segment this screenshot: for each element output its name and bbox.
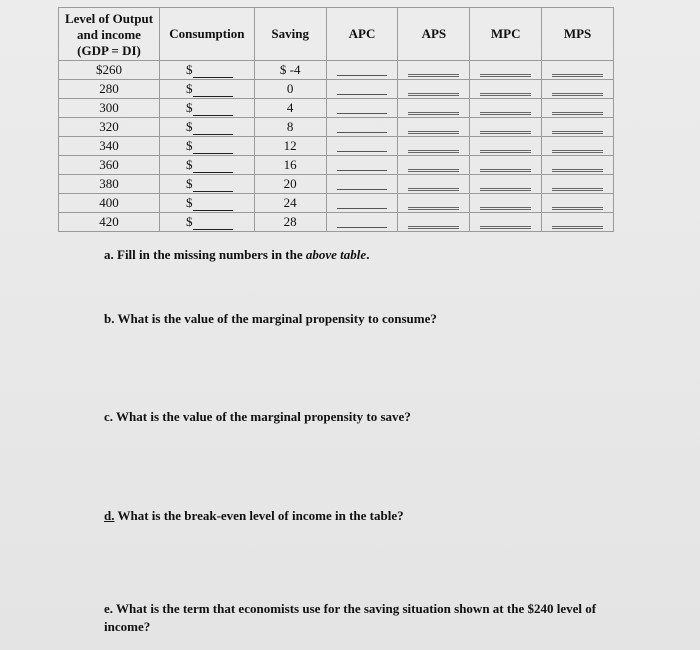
currency-symbol: $ — [186, 62, 193, 77]
table-row — [59, 194, 614, 213]
apc-blank[interactable] — [337, 198, 388, 209]
table-row — [59, 156, 614, 175]
saving-cell: $ -4 — [254, 61, 326, 80]
consumption-blank[interactable] — [193, 198, 233, 211]
saving-cell: 4 — [254, 99, 326, 118]
aps-blank[interactable] — [408, 140, 459, 153]
table-row — [59, 61, 614, 80]
question-a-text: a. Fill in the missing numbers in the — [104, 247, 306, 262]
consumption-blank[interactable] — [193, 179, 233, 192]
aps-blank[interactable] — [408, 216, 459, 229]
aps-cell[interactable] — [398, 61, 470, 80]
mpc-cell[interactable] — [470, 213, 542, 232]
question-c: c. What is the value of the marginal propensity to save? — [104, 409, 411, 424]
table-row — [59, 99, 614, 118]
saving-cell: 20 — [254, 175, 326, 194]
mpc-cell[interactable] — [470, 194, 542, 213]
aps-blank[interactable] — [408, 159, 459, 172]
mpc-blank[interactable] — [480, 83, 531, 96]
income-cell: 320 — [59, 118, 160, 137]
mps-blank[interactable] — [552, 178, 603, 191]
mps-cell[interactable] — [542, 137, 614, 156]
saving-cell: 12 — [254, 137, 326, 156]
header-mps: MPS — [542, 8, 614, 61]
apc-cell[interactable] — [326, 156, 398, 175]
income-cell: 380 — [59, 175, 160, 194]
table-row — [59, 118, 614, 137]
header-saving: Saving — [254, 8, 326, 61]
consumption-saving-table — [58, 7, 614, 232]
mps-cell[interactable] — [542, 118, 614, 137]
question-e-line1: e. What is the term that economists use for the saving situation shown at the $240 level of — [104, 601, 597, 616]
table-row — [59, 213, 614, 232]
aps-blank[interactable] — [408, 64, 459, 77]
mps-cell[interactable] — [542, 213, 614, 232]
question-a-end: . — [366, 247, 370, 262]
header-aps: APS — [398, 8, 470, 61]
aps-cell[interactable] — [398, 175, 470, 194]
consumption-cell[interactable] — [160, 80, 255, 99]
aps-blank[interactable] — [408, 102, 459, 115]
consumption-cell[interactable] — [160, 61, 255, 80]
mpc-cell[interactable] — [470, 137, 542, 156]
table-row — [59, 80, 614, 99]
header-level-line3: (GDP = DI) — [77, 43, 141, 58]
consumption-cell[interactable] — [160, 175, 255, 194]
consumption-cell[interactable] — [160, 99, 255, 118]
mps-cell[interactable] — [542, 194, 614, 213]
header-level-line2: and income — [77, 27, 141, 42]
income-cell: 300 — [59, 99, 160, 118]
table-body — [59, 61, 614, 232]
saving-cell: 16 — [254, 156, 326, 175]
aps-blank[interactable] — [408, 121, 459, 134]
currency-symbol: $ — [186, 81, 193, 96]
mpc-blank[interactable] — [480, 64, 531, 77]
income-cell: 400 — [59, 194, 160, 213]
mps-blank[interactable] — [552, 102, 603, 115]
currency-symbol: $ — [186, 119, 193, 134]
apc-cell[interactable] — [326, 118, 398, 137]
mpc-blank[interactable] — [480, 216, 531, 229]
mps-blank[interactable] — [552, 216, 603, 229]
consumption-blank[interactable] — [193, 84, 233, 97]
aps-cell[interactable] — [398, 156, 470, 175]
aps-blank[interactable] — [408, 178, 459, 191]
income-cell: $260 — [59, 61, 160, 80]
currency-symbol: $ — [186, 100, 193, 115]
question-d-text: What is the break-even level of income in the table? — [114, 508, 404, 523]
mps-blank[interactable] — [552, 197, 603, 210]
table-row — [59, 175, 614, 194]
mpc-blank[interactable] — [480, 159, 531, 172]
apc-blank[interactable] — [337, 103, 388, 114]
saving-cell: 24 — [254, 194, 326, 213]
income-cell: 420 — [59, 213, 160, 232]
aps-cell[interactable] — [398, 80, 470, 99]
apc-cell[interactable] — [326, 137, 398, 156]
mpc-cell[interactable] — [470, 61, 542, 80]
mps-blank[interactable] — [552, 121, 603, 134]
mpc-blank[interactable] — [480, 178, 531, 191]
consumption-cell[interactable] — [160, 194, 255, 213]
header-consumption: Consumption — [160, 8, 255, 61]
mps-blank[interactable] — [552, 140, 603, 153]
consumption-cell[interactable] — [160, 137, 255, 156]
mpc-cell[interactable] — [470, 80, 542, 99]
mpc-cell[interactable] — [470, 175, 542, 194]
question-e — [104, 600, 664, 636]
mps-cell[interactable] — [542, 80, 614, 99]
mpc-cell[interactable] — [470, 99, 542, 118]
currency-symbol: $ — [186, 138, 193, 153]
apc-blank[interactable] — [337, 179, 388, 190]
aps-cell[interactable] — [398, 194, 470, 213]
mpc-blank[interactable] — [480, 197, 531, 210]
aps-cell[interactable] — [398, 118, 470, 137]
currency-symbol: $ — [186, 157, 193, 172]
consumption-blank[interactable] — [193, 122, 233, 135]
aps-blank[interactable] — [408, 197, 459, 210]
header-level-line1: Level of Output — [64, 11, 154, 26]
aps-blank[interactable] — [408, 83, 459, 96]
apc-blank[interactable] — [337, 217, 388, 228]
question-a — [104, 246, 664, 264]
mps-blank[interactable] — [552, 64, 603, 77]
currency-symbol: $ — [186, 195, 193, 210]
apc-blank[interactable] — [337, 160, 388, 171]
mpc-blank[interactable] — [480, 121, 531, 134]
consumption-blank[interactable] — [193, 141, 233, 154]
header-apc: APC — [326, 8, 398, 61]
saving-cell: 28 — [254, 213, 326, 232]
consumption-blank[interactable] — [193, 217, 233, 230]
apc-blank[interactable] — [337, 141, 388, 152]
apc-cell[interactable] — [326, 213, 398, 232]
question-b: b. What is the value of the marginal propensity to consume? — [104, 311, 437, 326]
apc-cell[interactable] — [326, 80, 398, 99]
consumption-cell[interactable] — [160, 213, 255, 232]
apc-cell[interactable] — [326, 99, 398, 118]
question-e-line2: income? — [104, 619, 151, 634]
aps-cell[interactable] — [398, 99, 470, 118]
apc-cell[interactable] — [326, 61, 398, 80]
consumption-blank[interactable] — [193, 103, 233, 116]
mps-blank[interactable] — [552, 83, 603, 96]
mps-cell[interactable] — [542, 99, 614, 118]
apc-cell[interactable] — [326, 175, 398, 194]
consumption-cell[interactable] — [160, 118, 255, 137]
question-d — [104, 507, 664, 525]
income-cell: 360 — [59, 156, 160, 175]
mpc-blank[interactable] — [480, 140, 531, 153]
consumption-cell[interactable] — [160, 156, 255, 175]
aps-cell[interactable] — [398, 137, 470, 156]
mpc-blank[interactable] — [480, 102, 531, 115]
mpc-cell[interactable] — [470, 156, 542, 175]
mps-cell[interactable] — [542, 156, 614, 175]
currency-symbol: $ — [186, 176, 193, 191]
apc-blank[interactable] — [337, 84, 388, 95]
aps-cell[interactable] — [398, 213, 470, 232]
saving-cell: 8 — [254, 118, 326, 137]
currency-symbol: $ — [186, 214, 193, 229]
apc-blank[interactable] — [337, 122, 388, 133]
apc-blank[interactable] — [337, 65, 388, 76]
header-mpc: MPC — [470, 8, 542, 61]
saving-cell: 0 — [254, 80, 326, 99]
header-level-of-output — [59, 8, 160, 61]
consumption-blank[interactable] — [193, 65, 233, 78]
question-a-emphasis: above table — [305, 247, 367, 262]
mpc-cell[interactable] — [470, 118, 542, 137]
question-d-label: d. — [104, 508, 115, 523]
table-header-row — [59, 8, 614, 61]
apc-cell[interactable] — [326, 194, 398, 213]
table-row — [59, 137, 614, 156]
consumption-blank[interactable] — [193, 160, 233, 173]
mps-blank[interactable] — [552, 159, 603, 172]
income-cell: 280 — [59, 80, 160, 99]
income-cell: 340 — [59, 137, 160, 156]
mps-cell[interactable] — [542, 61, 614, 80]
mps-cell[interactable] — [542, 175, 614, 194]
